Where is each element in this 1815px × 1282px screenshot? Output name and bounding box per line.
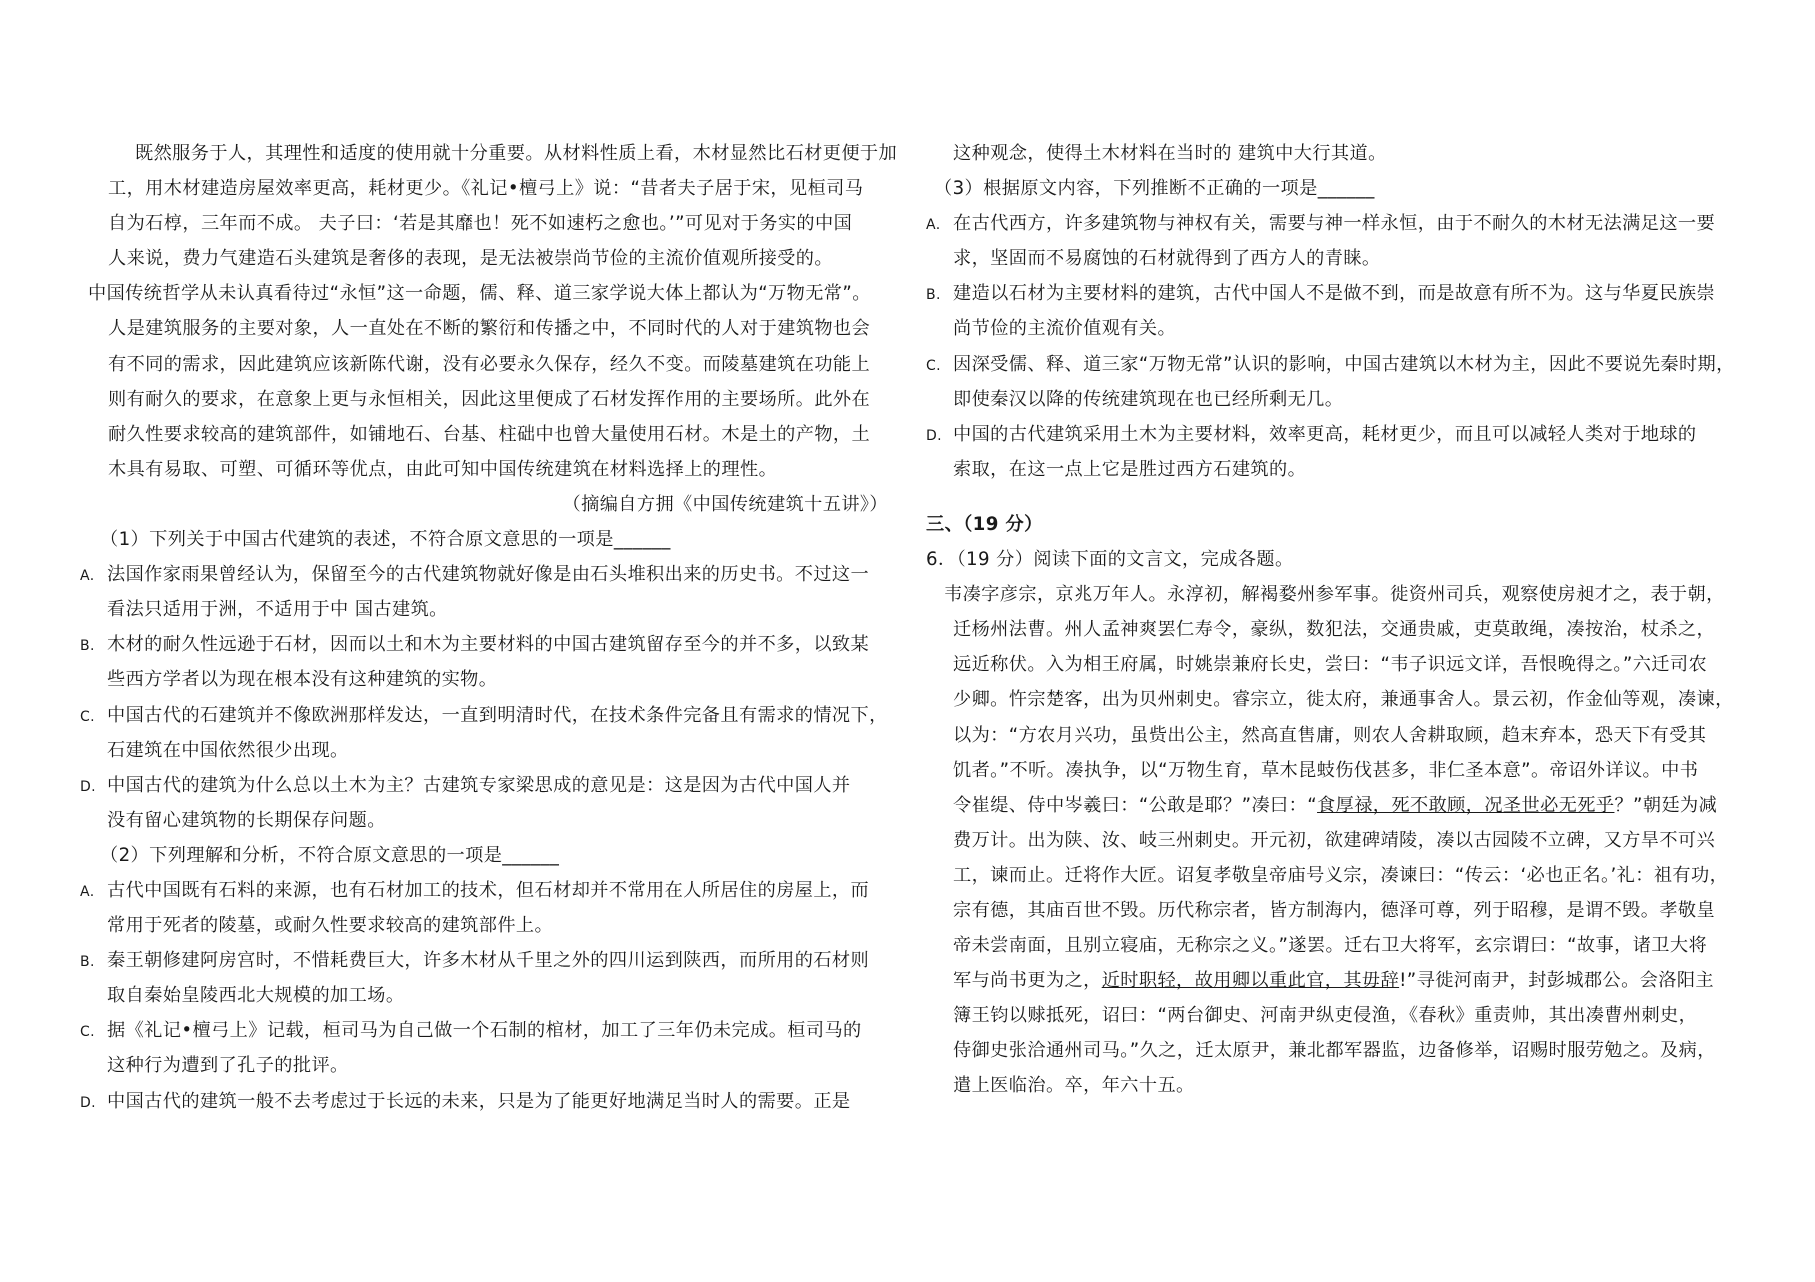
passage-line: 迁杨州法曹。州人孟神爽罢仁寿令，豪纵，数犯法，交通贵戚，吏莫敢绳，凑按治，杖杀之，	[953, 619, 1716, 641]
option-text-cont: 即使秦汉以降的传统建筑现在也已经所剩无几。	[953, 388, 1344, 410]
option-label: C.	[80, 1024, 96, 1041]
option-label: C.	[926, 357, 942, 374]
passage-line: 工，谏而止。迁将作大匠。诏复孝敬皇帝庙号义宗，凑谏曰：“传云：‘必也正名。’礼：祖有功，	[953, 864, 1729, 886]
option-text: 中国古代的石建筑并不像欧洲那样发达，一直到明清时代，在技术条件完备且有需求的情况下，	[107, 704, 888, 726]
question-2-stem: （2）下列理解和分析，不符合原文意思的一项是______	[100, 844, 560, 866]
option-text: 古代中国既有石料的来源，也有石材加工的技术，但石材却并不常用在人所居住的房屋上，而	[107, 879, 870, 901]
option-text: 建造以石材为主要材料的建筑，古代中国人不是做不到，而是故意有所不为。这与华夏民族崇	[953, 283, 1716, 305]
option-label: B.	[926, 287, 941, 304]
option-text-cont: 求，坚固而不易腐蚀的石材就得到了西方人的青睐。	[953, 248, 1381, 270]
option-text-cont: 看法只适用于洲，不适用于中 国古建筑。	[107, 599, 448, 621]
passage-line: 人是建筑服务的主要对象，人一直处在不断的繁衍和传播之中，不同时代的人对于建筑物也会	[108, 318, 871, 340]
option-text-cont: 常用于死者的陵墓，或耐久性要求较高的建筑部件上。	[107, 915, 554, 937]
option-label: A.	[80, 568, 95, 585]
passage-line: 工，用木材建造房屋效率更高，耗材更少。《礼记•檀弓上》说：“昔者夫子居于宋，见桓司马	[108, 178, 864, 200]
underlined-sentence: 近时职轻，故用卿以重此官，其毋辞	[1101, 970, 1400, 992]
passage-text: 令崔缇、侍中岑羲曰：“公敢是耶？”凑曰：“	[953, 794, 1318, 816]
passage-line: 遣上医临治。卒，年六十五。	[953, 1075, 1195, 1097]
option-text: 法国作家雨果曾经认为，保留至今的古代建筑物就好像是由石头堆积出来的历史书。不过这一	[107, 564, 870, 586]
passage-text: ？”朝廷为减	[1614, 794, 1718, 816]
passage-line: 远近称伏。入为相王府属，时姚崇兼府长史，尝曰：“韦子识远文详，吾恨晚得之。”六迁司农	[953, 654, 1708, 676]
right-column	[926, 136, 1735, 1104]
option-text: 秦王朝修建阿房宫时，不惜耗费巨大，许多木材从千里之外的四川运到陕西，而所用的石材则	[107, 950, 870, 972]
passage-line: 耐久性要求较高的建筑部件，如铺地石、台基、柱础中也曾大量使用石材。木是土的产物，土	[108, 423, 871, 445]
passage-line: 费万计。出为陕、汝、岐三州刺史。开元初，欲建碑靖陵，凑以古园陵不立碑，又方旱不可兴	[953, 829, 1716, 851]
option-label: B.	[80, 638, 95, 655]
passage-line: 韦凑字彦宗，京兆万年人。永淳初，解褐婺州参军事。徙资州司兵，观察使房昶才之，表于朝，	[944, 584, 1725, 606]
option-label: B.	[80, 954, 95, 971]
passage-line: 木具有易取、可塑、可循环等优点，由此可知中国传统建筑在材料选择上的理性。	[108, 458, 778, 480]
option-text-cont: 这种观念，使得土木材料在当时的 建筑中大行其道。	[953, 143, 1387, 164]
option-label: A.	[926, 217, 941, 234]
question-3-options	[926, 206, 1735, 487]
option-text: 因深受儒、释、道三家“万物无常”认识的影响，中国古建筑以木材为主，因此不要说先秦时期，	[953, 353, 1735, 375]
passage-text: 军与尚书更为之，	[953, 970, 1102, 992]
passage-line: 侍御史张洽通州司马。”久之，迁太原尹，兼北都军器监，边备修举，诏赐时服劳勉之。及病，	[953, 1040, 1716, 1062]
section-title: 三、（19 分）	[926, 513, 1043, 535]
option-text: 中国的古代建筑采用土木为主要材料，效率更高，耗材更少，而且可以减轻人类对于地球的	[953, 423, 1697, 445]
question-6-stem: 6．（19 分）阅读下面的文言文，完成各题。	[926, 549, 1294, 571]
classical-passage	[926, 577, 1734, 1103]
passage-line: 饥者。”不听。凑执争，以“万物生育，草木昆蚑伤伐甚多，非仁圣本意”。帝诏外详议。中书	[953, 759, 1699, 781]
option-text-cont: 这种行为遭到了孔子的批评。	[107, 1055, 349, 1077]
question-1-options	[80, 557, 908, 838]
passage-line: 簿王钧以赇抵死，诏曰：“两台御史、河南尹纵吏侵渔，《春秋》重责帅，其出凑曹州刺史，	[953, 1005, 1698, 1027]
passage-line: 少卿。忤宗楚客，出为贝州刺史。睿宗立，徙太府，兼通事舍人。景云初，作金仙等观，凑谏，	[953, 689, 1734, 711]
option-text-cont: 取自秦始皇陵西北大规模的加工场。	[107, 985, 405, 1007]
passage-line	[926, 963, 1721, 998]
option-text-cont: 尚节俭的主流价值观有关。	[953, 318, 1177, 340]
passage-line: 帝未尝南面，且别立寝庙，无称宗之义。”遂罢。迁右卫大将军，玄宗谓曰：“故事，诸卫大将	[953, 935, 1708, 957]
option-label: D.	[80, 778, 97, 795]
option-text: 在古代西方，许多建筑物与神权有关，需要与神一样永恒，由于不耐久的木材无法满足这一要	[953, 213, 1716, 235]
option-text-cont: 索取，在这一点上它是胜过西方石建筑的。	[953, 458, 1307, 480]
passage-line: 自为石椁，三年而不成。 夫子曰：‘若是其靡也！死不如速朽之愈也。’”可见对于务实的中国	[108, 213, 853, 235]
passage-line: 既然服务于人，其理性和适度的使用就十分重要。从材料性质上看，木材显然比石材更便于加	[135, 143, 898, 164]
option-text: 木材的耐久性远逊于石材，因而以土和木为主要材料的中国古建筑留存至今的并不多，以致某	[107, 634, 870, 656]
left-column	[80, 136, 908, 1119]
option-text: 中国古代的建筑一般不去考虑过于长远的未来，只是为了能更好地满足当时人的需要。正是	[107, 1090, 851, 1112]
option-label: D.	[926, 427, 943, 444]
question-3-stem: （3）根据原文内容，下列推断不正确的一项是______	[934, 178, 1375, 200]
question-2-options	[80, 873, 908, 1119]
passage-line: 人来说，费力气建造石头建筑是奢侈的表现，是无法被崇尚节俭的主流价值观所接受的。	[108, 248, 833, 270]
passage-text: !”寻徙河南尹，封彭城郡公。会洛阳主	[1399, 970, 1715, 992]
option-text: 据《礼记•檀弓上》记载，桓司马为自己做一个石制的棺材，加工了三年仍未完成。桓司马的	[107, 1020, 862, 1042]
option-label: C.	[80, 708, 96, 725]
passage-line: 宗有德，其庙百世不毁。历代称宗者，皆方制海内，德泽可尊，列于昭穆，是谓不毁。孝敬皇	[953, 899, 1716, 921]
passage-line: 以为：“方农月兴功，虽赀出公主，然高直售庸，则农人舍耕取顾，趋末弃本，恐天下有受其	[953, 724, 1707, 746]
underlined-sentence: 食厚禄，死不敢顾，况圣世必无死乎	[1317, 794, 1615, 816]
passage-line: 有不同的需求，因此建筑应该新陈代谢，没有必要永久保存，经久不变。而陵墓建筑在功能上	[108, 353, 871, 375]
option-text-cont: 些西方学者以为现在根本没有这种建筑的实物。	[107, 669, 498, 691]
passage-line	[926, 788, 1721, 823]
option-text-cont: 没有留心建筑物的长期保存问题。	[107, 809, 386, 831]
source-note: （摘编自方拥《中国传统建筑十五讲》）	[562, 493, 888, 515]
question-1-stem: （1）下列关于中国古代建筑的表述，不符合原文意思的一项是______	[100, 529, 671, 551]
option-text: 中国古代的建筑为什么总以土木为主？古建筑专家梁思成的意见是：这是因为古代中国人并	[107, 774, 851, 796]
option-label: D.	[80, 1094, 97, 1111]
option-label: A.	[80, 883, 95, 900]
option-text-cont: 石建筑在中国依然很少出现。	[107, 739, 349, 761]
passage-line: 中国传统哲学从未认真看待过“永恒”这一命题，儒、释、道三家学说大体上都认为“万物无常”。	[88, 283, 871, 305]
passage-line: 则有耐久的要求，在意象上更与永恒相关，因此这里便成了石材发挥作用的主要场所。此外在	[108, 388, 871, 410]
